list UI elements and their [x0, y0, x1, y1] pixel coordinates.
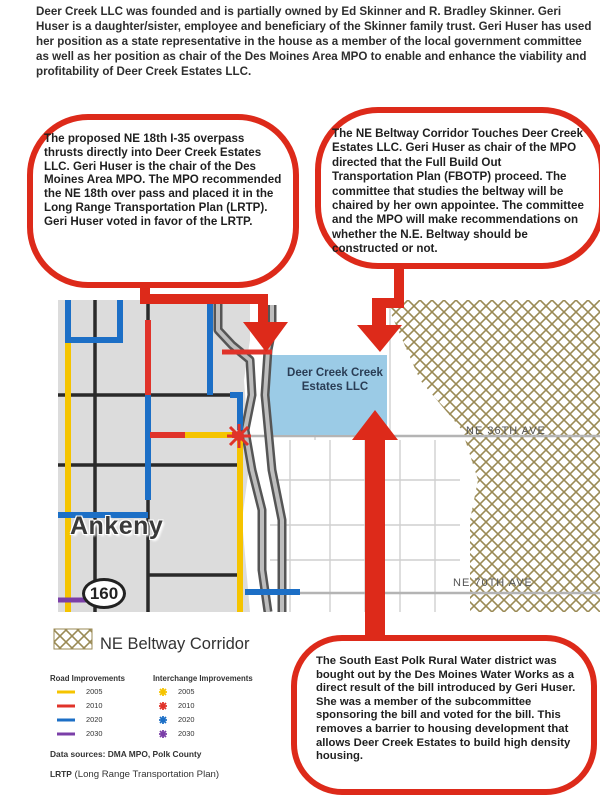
- road-legend-year: 2010: [86, 701, 103, 710]
- lrtp-full: (Long Range Transportation Plan): [74, 769, 220, 780]
- interchange-legend-year: 2010: [178, 701, 195, 710]
- road-legend-year: 2020: [86, 715, 103, 724]
- road-label-ne-36th: NE 36TH AVE: [466, 425, 546, 437]
- legend-marker-2005: [159, 688, 167, 696]
- data-sources: Data sources: DMA MPO, Polk County: [50, 749, 202, 759]
- legend-marker-2010: [159, 702, 167, 710]
- legend-marker-2030: [159, 730, 167, 738]
- road-legend-year: 2005: [86, 687, 103, 696]
- legend-marker-2020: [159, 716, 167, 724]
- map-area: [58, 300, 600, 612]
- lrtp-abbr: LRTP: [50, 769, 72, 779]
- interchange-2010-marker: [227, 424, 251, 448]
- road-legend-lines: [57, 692, 75, 734]
- intro-paragraph: Deer Creek LLC was founded and is partially owned by Ed Skinner and R. Bradley Skinner. Geri Huser is a daughter/sister, employee and beneficiary of the Skinner family trust. Geri Huser has used her position as a state representative in the house as a member of the local government committee as well as her position as chair of the Des Moines Area MPO to enable and enhance the viability and profitability of Deer Creek Estates LLC.: [36, 5, 592, 78]
- city-label-ankeny: Ankeny: [70, 512, 164, 540]
- callout-overpass-text: The proposed NE 18th I-35 overpass thrusts directly into Deer Creek Estates LLC. Geri Huser is the chair of the Des Moines Area MPO. The MPO recommended the NE 18th over pass and placed it in the Long Range Transportation Plan (LRTP). Geri Huser voted in favor of the LRTP.: [44, 132, 282, 228]
- road-improvements-header: Road Improvements: [50, 674, 125, 683]
- interchange-legend-year: 2005: [178, 687, 195, 696]
- interchange-legend-year: 2020: [178, 715, 195, 724]
- beltway-legend-label: NE Beltway Corridor: [100, 635, 250, 653]
- parcel-label: Deer Creek Creek Estates LLC: [287, 367, 383, 393]
- road-legend-year: 2030: [86, 729, 103, 738]
- road-label-ne-70th: NE 70TH AVE: [453, 577, 533, 589]
- interchange-legend-year: 2030: [178, 729, 195, 738]
- interchange-legend-markers: [159, 688, 167, 738]
- callout-water-text: The South East Polk Rural Water district was bought out by the Des Moines Water Works as a direct result of the bill introduced by Geri Huser. She was a member of the subcommittee sponsoring the bill and voted for the bill. This removes a barrier to housing development that allows Deer Creek Estates to build high density housing.: [316, 655, 576, 763]
- urban-area-west: [58, 300, 250, 612]
- lrtp-definition: [50, 769, 219, 780]
- highway-160-shield: 160: [82, 578, 126, 609]
- interchange-improvements-header: Interchange Improvements: [153, 674, 253, 683]
- callout-beltway-text: The NE Beltway Corridor Touches Deer Creek Estates LLC. Geri Huser as chair of the MPO directed that the Full Build Out Transportation Plan (FBOTP) proceed. The committee that studies the beltway will be chaired by her own appointee. The committee and the MPO will make recommendations on whether the N.E. Beltway should be constructed or not.: [332, 127, 584, 256]
- beltway-legend-swatch: [54, 629, 92, 649]
